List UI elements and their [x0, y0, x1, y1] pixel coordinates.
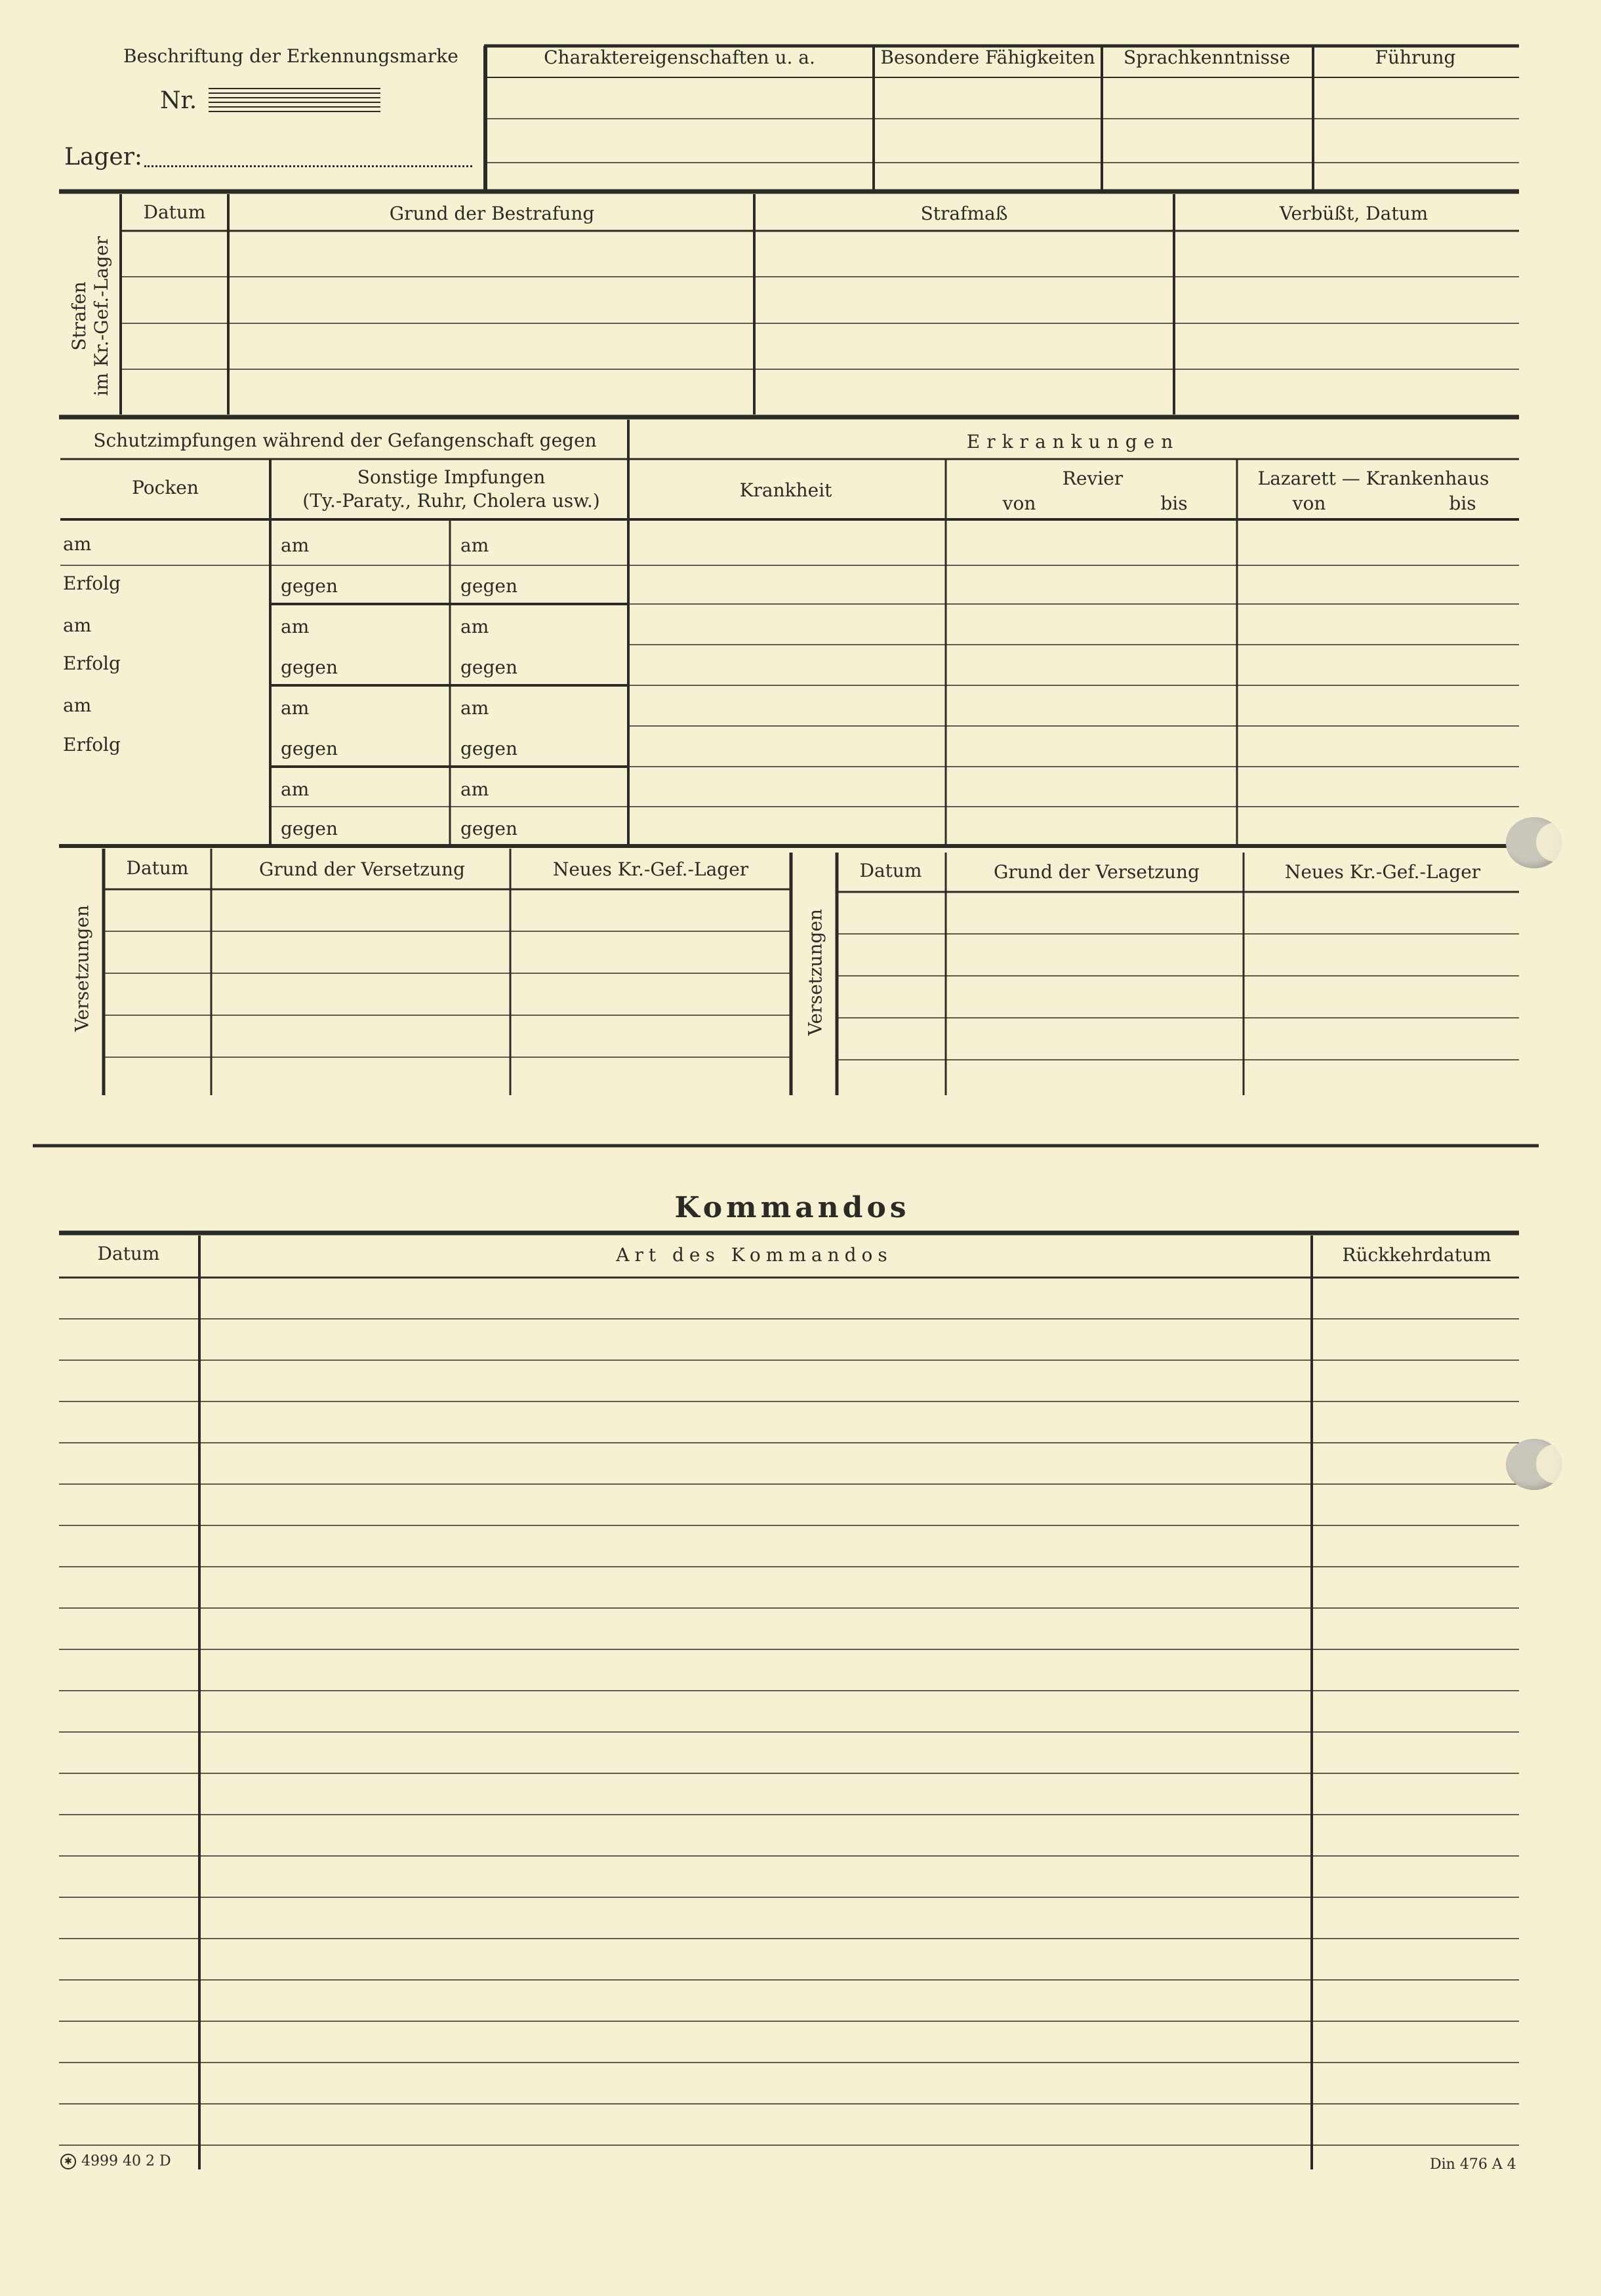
pocken-erfolg: Erfolg [63, 653, 121, 674]
erk-col-krankheit: Krankheit [739, 479, 832, 501]
erkrankungen-title: Erkrankungen [966, 431, 1180, 453]
sonstige-am: am [460, 616, 489, 637]
sonstige-am: am [460, 778, 489, 800]
sonstige-gegen: gegen [281, 656, 338, 678]
strafen-label-line2: im Kr.-Gef.-Lager [91, 236, 112, 396]
identification-title: Beschriftung der Erkennungsmarke [123, 45, 458, 67]
sonstige-am: am [460, 697, 489, 719]
lager-label: Lager: [64, 144, 143, 171]
kommandos-col-art: Art des Kommandos [616, 1244, 893, 1266]
pocken-am: am [63, 533, 92, 555]
sonstige-gegen: gegen [281, 818, 338, 839]
lager-field[interactable] [144, 165, 472, 167]
erk-col-lazarett: Lazarett — Krankenhaus [1257, 468, 1490, 489]
erk-lazarett-bis: bis [1449, 493, 1476, 514]
print-code [60, 2154, 171, 2169]
pocken-am: am [63, 614, 92, 636]
versetzungen-side-label-left: Versetzungen [71, 904, 93, 1032]
pocken-am: am [63, 695, 92, 716]
pocken-erfolg: Erfolg [63, 734, 121, 755]
col-fuehrung: Führung [1375, 47, 1456, 68]
vers-left-col-datum: Datum [126, 857, 189, 879]
sonstige-gegen: gegen [281, 575, 338, 597]
print-code-text: 4999 40 2 D [81, 2153, 171, 2169]
sonstige-gegen: gegen [281, 738, 338, 759]
sonstige-am: am [281, 534, 310, 556]
kommandos-col-rueckkehr: Rückkehrdatum [1342, 1244, 1491, 1266]
vers-right-col-grund: Grund der Versetzung [994, 861, 1200, 883]
din-format: Din 476 A 4 [1430, 2156, 1516, 2173]
impf-col-pocken: Pocken [132, 477, 199, 498]
impf-col-sonstige-sub: (Ty.-Paraty., Ruhr, Cholera usw.) [302, 490, 600, 512]
punch-hole [1506, 1439, 1562, 1490]
sonstige-am: am [460, 534, 489, 556]
erk-lazarett-von: von [1292, 493, 1326, 514]
strafen-col-verbuesst: Verbüßt, Datum [1279, 203, 1429, 224]
sonstige-gegen: gegen [460, 656, 518, 678]
erk-revier-von: von [1002, 493, 1036, 514]
col-charakter: Charaktereigenschaften u. a. [544, 47, 815, 68]
erk-revier-bis: bis [1160, 493, 1188, 514]
sonstige-gegen: gegen [460, 575, 518, 597]
vers-right-col-lager: Neues Kr.-Gef.-Lager [1284, 861, 1481, 883]
strafen-col-grund: Grund der Bestrafung [389, 203, 595, 224]
impf-col-sonstige: Sonstige Impfungen [357, 466, 546, 488]
vers-left-col-lager: Neues Kr.-Gef.-Lager [552, 858, 749, 880]
sonstige-am: am [281, 778, 310, 800]
impfungen-title: Schutzimpfungen während der Gefangenschaft gegen [93, 430, 597, 451]
versetzungen-side-label-right: Versetzungen [804, 908, 826, 1036]
nr-label: Nr. [160, 87, 197, 114]
strafen-col-strafmass: Strafmaß [920, 203, 1008, 224]
sonstige-am: am [281, 616, 310, 637]
kommandos-col-datum: Datum [97, 1243, 160, 1264]
col-sprachen: Sprachkenntnisse [1123, 47, 1291, 68]
punch-hole [1506, 817, 1562, 868]
erk-col-revier: Revier [1062, 468, 1124, 489]
strafen-side-label [68, 218, 113, 414]
pocken-erfolg: Erfolg [63, 573, 121, 594]
vers-right-col-datum: Datum [859, 860, 922, 881]
col-faehigkeiten: Besondere Fähigkeiten [880, 47, 1095, 68]
sonstige-gegen: gegen [460, 818, 518, 839]
nr-field[interactable] [209, 88, 380, 114]
printer-seal-icon: ✱ [60, 2154, 76, 2169]
vers-left-col-grund: Grund der Versetzung [259, 858, 465, 880]
strafen-col-datum: Datum [143, 201, 206, 223]
sonstige-am: am [281, 697, 310, 719]
strafen-label-line1: Strafen [68, 281, 90, 351]
sonstige-gegen: gegen [460, 738, 518, 759]
kommandos-title: Kommandos [674, 1191, 910, 1224]
